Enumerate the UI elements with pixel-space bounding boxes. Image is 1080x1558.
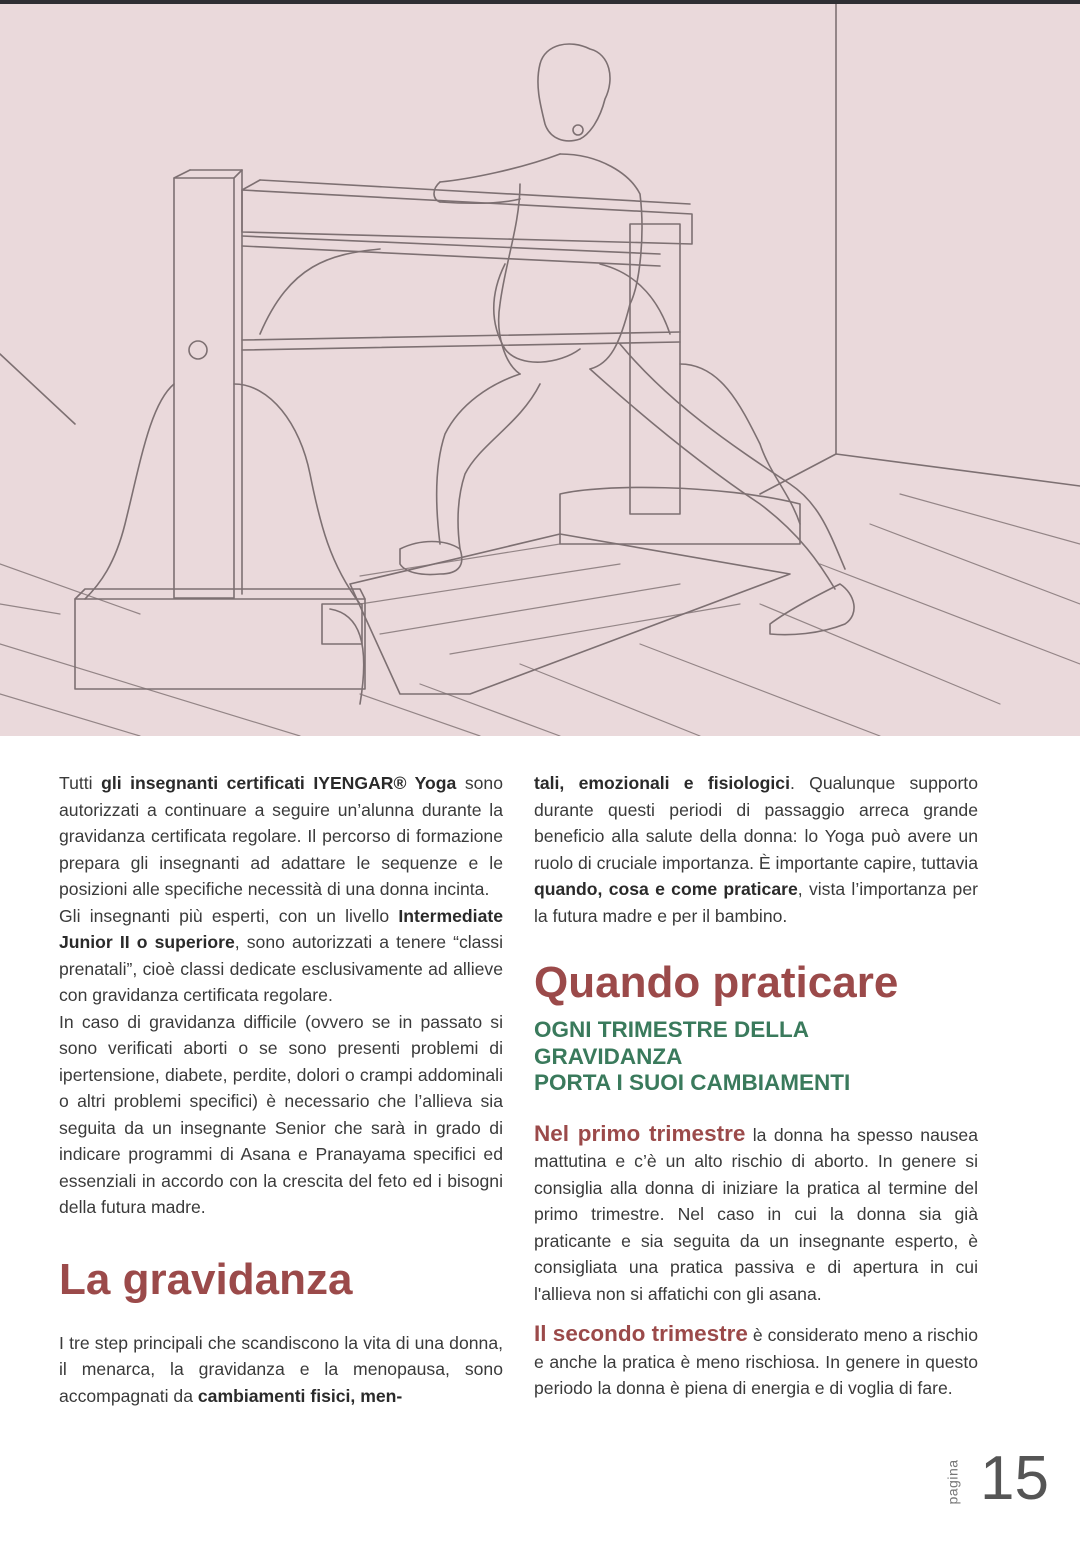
subheading-trimestri — [534, 1017, 978, 1097]
right-column — [534, 770, 978, 1402]
paragraph-life-steps — [59, 1330, 503, 1410]
text-run: sono autorizzati a continuare a seguire un’alunna durante la gravidanza certificata regolare. Il percorso di formazione prepara gli insegnanti ad adattare le sequenze e le posizioni alle specifiche necessità di una donna incinta. — [59, 773, 504, 899]
page-number: 15 — [980, 1444, 1049, 1513]
subheading-line: OGNI TRIMESTRE DELLA — [534, 1017, 809, 1042]
text-run: . Qualunque supporto durante questi periodi di passaggio arreca grande beneficio alla salute della donna: lo Yoga può avere un ruolo di cruciale importanza. È importante capire, tuttavia — [534, 773, 978, 873]
paragraph-secondo-trimestre — [534, 1321, 978, 1402]
subheading-line: PORTA I SUOI CAMBIAMENTI — [534, 1070, 851, 1095]
bold-text-run: gli insegnanti certificati IYENGAR® Yoga — [101, 773, 457, 793]
text-run: , vista l’importanza per la futura madre e per il bambino. — [534, 879, 978, 926]
text-run: , sono autorizzati a tenere “classi prenatali”, cioè classi dedicate esclusivamente ad allieve con gravidanza certificata regolare. — [59, 932, 503, 1005]
paragraph-difficult-pregnancy: In caso di gravidanza difficile (ovvero se in passato si sono verificati aborti o se sono presenti problemi di ipertensione, diabete, perdite, dolori o crampi addominali o altri problemi specifici) è necessario che l’allieva sia seguita da un insegnante Senior che sarà in grado di indicare programmi di Asana e Pranayama specifici ed essenziali in accordo con la crescita del feto ed i bisogni della futura madre. — [59, 1011, 503, 1217]
bold-text-run: cambiamenti fisici, men- — [197, 1385, 403, 1406]
bold-text-run: tali, emozionali e fisiologici — [534, 773, 790, 793]
text-secondo-trimestre: è considerato meno a rischio e anche la pratica è meno rischiosa. In genere in questo periodo la donna è piena di energia e di voglia di fare. — [534, 1325, 978, 1398]
left-column — [59, 770, 503, 1409]
pencil-sketch — [0, 4, 1080, 736]
lead-secondo-trimestre: Il secondo trimestre — [534, 1321, 748, 1346]
intro-paragraph-teachers — [59, 770, 503, 903]
paragraph-support-benefits — [534, 770, 978, 929]
paragraph-advanced-teachers — [59, 903, 503, 1009]
bold-text-run: Intermediate Junior II o superiore — [59, 905, 503, 952]
text-run: I tre step principali che scandiscono la vita di una donna, il menarca, la gravidanza e la menopausa, sono accompagnati da — [59, 1332, 503, 1406]
bold-text-run: quando, cosa e come praticare — [534, 879, 798, 899]
page-label: pagina — [944, 1459, 961, 1505]
yoga-wall-rope-illustration — [0, 4, 1080, 736]
heading-la-gravidanza: La gravidanza — [59, 1254, 353, 1304]
text-primo-trimestre: la donna ha spesso nausea mattutina e c’è un alto rischio di aborto. In genere si consiglia alla donna di iniziare la pratica al termine del primo trimestre. Nel caso in cui la donna sia già praticante e sia seguita da un insegnante esperto, è consigliata una pratica passiva e di apertura in cui l'allieva non si affatichi con gli asana. — [534, 1124, 979, 1304]
paragraph-primo-trimestre — [534, 1121, 978, 1308]
text-run: Tutti — [59, 773, 102, 793]
text-run: Gli insegnanti più esperti, con un livello — [59, 905, 399, 926]
lead-primo-trimestre: Nel primo trimestre — [534, 1120, 746, 1146]
heading-quando-praticare: Quando praticare — [534, 958, 899, 1007]
subheading-line: GRAVIDANZA — [534, 1043, 683, 1069]
